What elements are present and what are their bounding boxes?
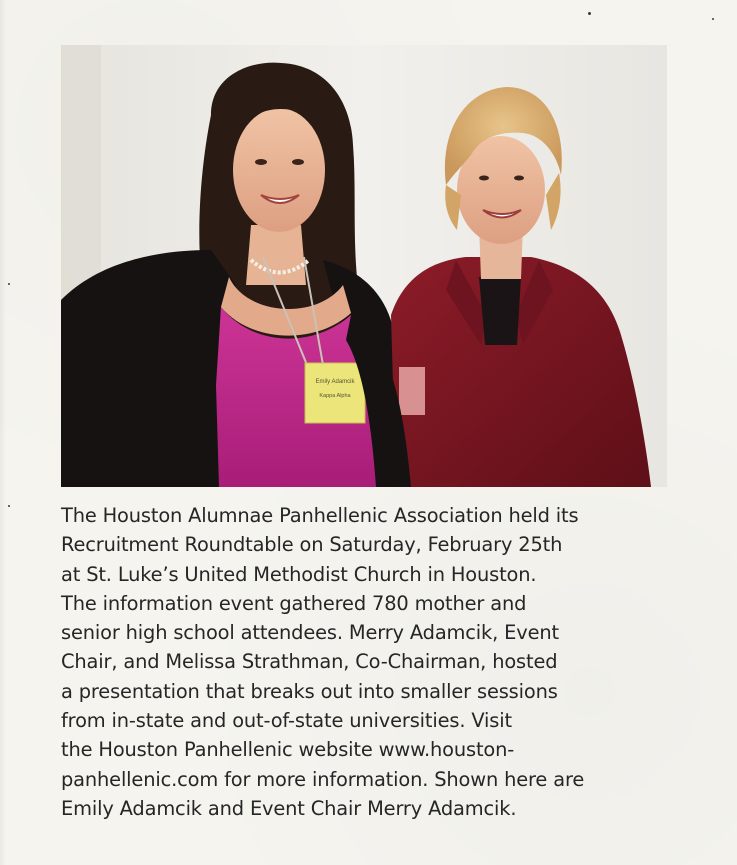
photo-caption xyxy=(61,501,711,823)
print-speck xyxy=(588,12,591,15)
caption-line: a presentation that breaks out into smaller sessions xyxy=(61,679,558,703)
caption-line: The Houston Alumnae Panhellenic Association held its xyxy=(61,504,579,527)
caption-line: Emily Adamcik and Event Chair Merry Adamcik. xyxy=(61,796,517,820)
caption-line: panhellenic.com for more information. Shown here are xyxy=(61,767,585,791)
print-speck xyxy=(8,505,10,507)
caption-line: at St. Luke’s United Methodist Church in Houston. xyxy=(61,562,537,586)
event-photo xyxy=(61,45,667,487)
badge-name-text: Emily Adamcik xyxy=(315,379,355,385)
caption-line: Chair, and Melissa Strathman, Co-Chairman, hosted xyxy=(61,650,558,674)
left-name-badge xyxy=(305,363,365,423)
caption-line: The information event gathered 780 mother and xyxy=(61,591,527,615)
left-woman-neck xyxy=(246,225,306,285)
right-woman-eye xyxy=(514,176,524,181)
left-woman-eye xyxy=(255,159,267,165)
right-woman-inner-top xyxy=(479,277,521,345)
right-name-badge xyxy=(399,367,425,415)
caption-line: senior high school attendees. Merry Adamcik, Event xyxy=(61,621,559,645)
page-fold-shadow xyxy=(0,0,6,865)
badge-sorority-text: Kappa Alpha xyxy=(319,393,351,399)
print-speck xyxy=(712,18,714,20)
caption-line: Recruitment Roundtable on Saturday, February 25th xyxy=(61,533,563,557)
left-woman-cardigan-left xyxy=(61,250,236,487)
left-woman-face xyxy=(233,108,325,232)
caption-line: from in-state and out-of-state universities. Visit xyxy=(61,709,512,733)
left-woman-eye xyxy=(292,159,304,165)
right-woman-eye xyxy=(479,176,489,181)
caption-line: the Houston Panhellenic website www.houston- xyxy=(61,738,515,762)
print-speck xyxy=(8,283,10,285)
